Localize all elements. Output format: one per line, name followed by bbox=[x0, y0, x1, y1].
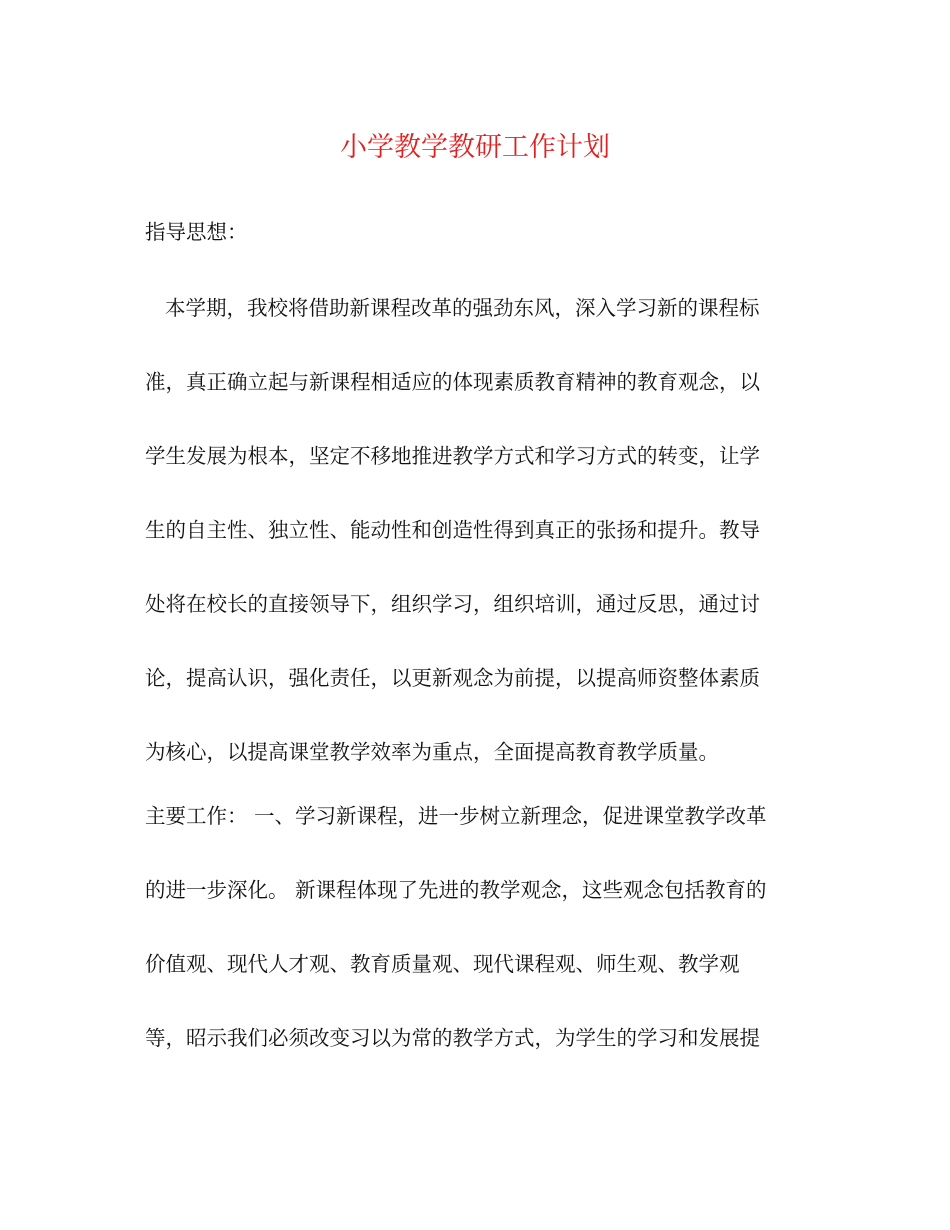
section-heading-guiding-thought: 指导思想： bbox=[145, 220, 248, 244]
page-title: 小学教学教研工作计划 bbox=[340, 132, 610, 163]
body-line: 处将在校长的直接领导下，组织学习，组织培训，通过反思，通过讨 bbox=[145, 592, 760, 616]
body-line: 的进一步深化。 新课程体现了先进的教学观念，这些观念包括教育的 bbox=[145, 878, 767, 902]
body-line: 为核心，以提高课堂教学效率为重点，全面提高教育教学质量。 bbox=[145, 740, 719, 764]
body-line: 等，昭示我们必须改变习以为常的教学方式，为学生的学习和发展提 bbox=[145, 1026, 760, 1050]
body-line: 准，真正确立起与新课程相适应的体现素质教育精神的教育观念，以 bbox=[145, 370, 760, 394]
body-line: 论，提高认识，强化责任，以更新观念为前提，以提高师资整体素质 bbox=[145, 666, 760, 690]
body-line: 本学期，我校将借助新课程改革的强劲东风，深入学习新的课程标 bbox=[165, 296, 760, 320]
body-line: 价值观、现代人才观、教育质量观、现代课程观、师生观、教学观 bbox=[145, 952, 740, 976]
body-line: 主要工作： 一、学习新课程，进一步树立新理念，促进课堂教学改革 bbox=[145, 804, 767, 828]
body-line: 学生发展为根本，坚定不移地推进教学方式和学习方式的转变，让学 bbox=[145, 444, 760, 468]
body-line: 生的自主性、独立性、能动性和创造性得到真正的张扬和提升。教导 bbox=[145, 518, 760, 542]
